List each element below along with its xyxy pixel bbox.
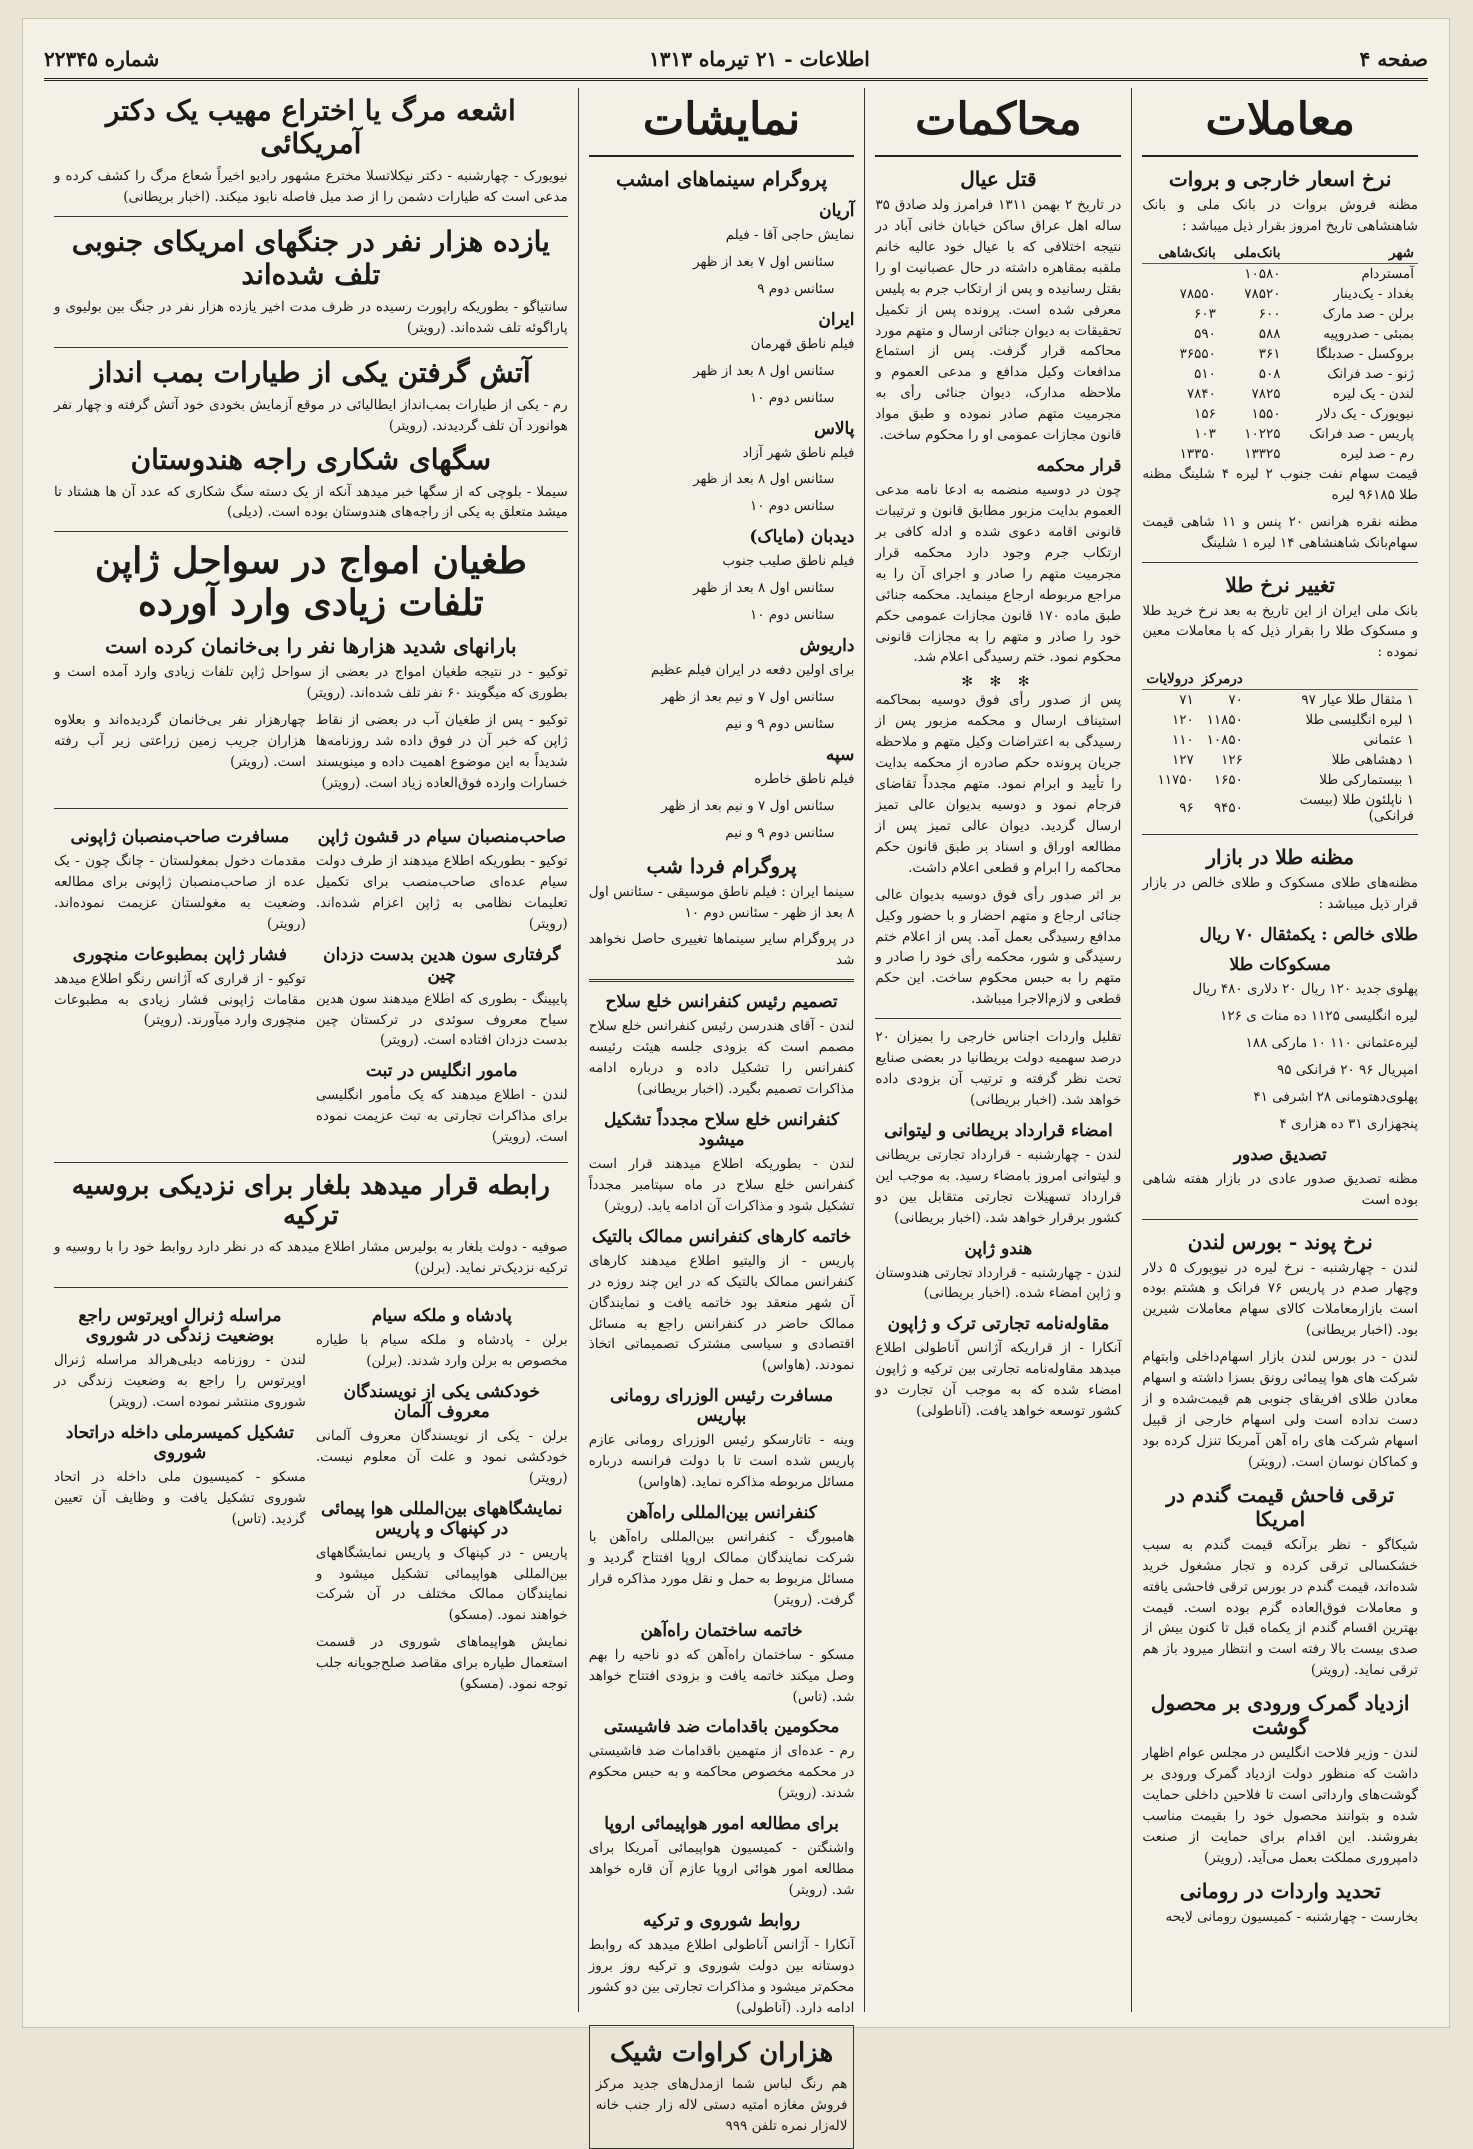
fx-cell: ۱۳۳۵۰ xyxy=(1179,445,1216,462)
fx-cell: ۱۰۳ xyxy=(1194,425,1216,442)
japan-soviet-title: فشار ژاپن بمطبوعات منچوری xyxy=(72,944,288,965)
aviation-text: واشنگتن - کمیسیون هواپیمائی آمریکا برای مطالعه امور هوائی اروپا عازم آن قاره خواهد شد. (رویتر) xyxy=(588,1840,855,1899)
fx-cell: ۷۸۲۵ xyxy=(1251,385,1281,402)
coin-line: امپریال ۹۶ ۲۰ فرانکی ۹۵ xyxy=(1276,1061,1418,1078)
cinema-film: برای اولین دفعه در ایران فیلم عظیم xyxy=(650,662,855,679)
verdict-text: چون در دوسیه منضمه به ادعا نامه مدعی العموم بدایت مزبور مطابق قانون و ترتیبات قانونی اقامه دعوی شده و ادله کافی بر ارتکاب جرم وجود دارد محکمه قرار مجرمیت متهم را صادر و اجرای آن را به مراجع مربوطه ارجاع مینماید. محکمه جنائی طبق ماده ۱۷۰ قانون مجازات عمومی حکم خود را صادر و متهم را به مجازات قانونی محکوم نمود. ختم رسیدگی اعلام شد. xyxy=(875,482,1122,666)
fx-header: بانک‌ملی xyxy=(1220,243,1285,264)
fx-cell: ۶۰۰ xyxy=(1258,305,1281,322)
page-number: صفحه ۴ xyxy=(1359,47,1428,71)
japan-travel-title: مسافرت صاحب‌منصبان ژاپونی xyxy=(70,826,290,847)
rome-text: بخارست - چهارشنبه - کمیسیون رومانی لایحه xyxy=(1165,1908,1418,1925)
fx-table xyxy=(1142,243,1418,464)
fx-cell: ۵۰۸ xyxy=(1258,365,1281,382)
fx-row xyxy=(1142,284,1418,304)
fx-cell: ۱۵۵۰ xyxy=(1251,405,1281,422)
pound-text: لندن - چهارشنبه - نرخ لیره در نیویورک ۵ دلار وچهار صدم در پاریس ۷۶ فرانک و هشتم بوده است بازارمعاملات کالای سهام معاملات شیرین بود. (اخبار بریطانی) xyxy=(1142,1259,1418,1339)
cinema-entry xyxy=(589,419,855,518)
japan-travel-text: مقدمات دخول بمغولستان - چانگ چون - یک عده از صاحب‌منصبان ژاپونی برای مطالعه وضعیت به مغولستان عزیمت نموده‌اند. (رویتر) xyxy=(54,852,306,932)
gold-row xyxy=(1142,790,1418,826)
cinema-time: سئانس دوم ۹ و نیم xyxy=(725,824,835,841)
writer-text: برلن - یکی از نویسندگان معروف آلمانی خودکشی نمود و علت آن معلوم نیست. (رویتر) xyxy=(315,1427,568,1486)
cinema-name: داریوش xyxy=(799,636,855,657)
china-text: پایپینگ - بطوری که اطلاع میدهند سون هدین سیاح معروف سوئدی در ترکستان چین بدست دزدان افتاده است. (رویتر) xyxy=(315,990,568,1049)
gold-header: درولایات xyxy=(1142,669,1197,690)
fx-cell: ۱۳۳۲۵ xyxy=(1244,445,1281,462)
aviation-title: برای مطالعه امور هواپیمائی اروپا xyxy=(604,1814,839,1835)
cinema-time: سئانس دوم ۱۰ xyxy=(749,607,835,624)
cinema-name: آریان xyxy=(819,201,855,221)
gold-header: درمرکز xyxy=(1198,669,1247,690)
fx-row xyxy=(1142,324,1418,344)
gold-cell: ۱۲۶ xyxy=(1221,752,1243,769)
gold-cell: ۱ دهشاهی طلا xyxy=(1331,752,1414,769)
bazaar-text: مظنه‌های طلای مسکوک و طلای خالص در بازار قرار ذیل میباشد : xyxy=(1142,875,1418,913)
cinema-time: سئانس اول ۸ بعد از ظهر xyxy=(693,471,835,488)
coin-line: پهلوی‌دهتومانی ۲۸ اشرفی ۴۱ xyxy=(1253,1088,1418,1105)
gold-table xyxy=(1142,669,1418,826)
gold-row xyxy=(1142,730,1418,750)
cinema-time: سئانس اول ۸ بعد از ظهر xyxy=(693,580,835,597)
disarm2-title: کنفرانس خلع سلاح مجدداً تشکیل میشود xyxy=(603,1109,840,1150)
rome-title: تحدید واردات در رومانی xyxy=(1179,1878,1381,1903)
waves-subtitle: بارانهای شدید هزارها نفر را بی‌خانمان کرده است xyxy=(105,634,517,659)
fx-cell: نیویورک - یک دلار xyxy=(1316,405,1414,422)
fx-cell: ۱۰۵۸۰ xyxy=(1244,265,1281,282)
gold-cell: ۱۱۷۵۰ xyxy=(1157,772,1194,789)
fx-row xyxy=(1142,424,1418,444)
fx-row xyxy=(1142,304,1418,324)
tonight-title: پروگرام سینماهای امشب xyxy=(615,167,828,191)
marshal-title: مراسله ژنرال اویرتوس راجع بوضعیت زندگی در شوروی xyxy=(78,1305,282,1346)
fx-cell: ۷۸۵۵۰ xyxy=(1179,285,1216,302)
gold-change-title: تغییر نرخ طلا xyxy=(1225,572,1335,597)
uk-lith-title: امضاء قرارداد بریطانی و لیتوانی xyxy=(884,1120,1113,1141)
cinema-time: سئانس دوم ۱۰ xyxy=(749,389,835,406)
cinema-name: ایران xyxy=(818,309,855,330)
railbuild-text: مسکو - ساختمان راه‌آهن که دو ناحیه را بهم وصل میکند خاتمه یافت و بزودی افتتاح خواهد شد. (تاس) xyxy=(588,1646,855,1705)
marshal-text: لندن - روزنامه دیلی‌هرالد مراسله ژنرال اویرتوس را راجع به وضعیت زندگی در شوروی منتشر نموده است. (رویتر) xyxy=(54,1351,306,1410)
cinema-entry xyxy=(589,310,855,409)
fx-cell xyxy=(1142,263,1220,284)
gold-cell: ۷۱ xyxy=(1179,692,1194,709)
cinema-list xyxy=(589,201,855,844)
fx-note: مظنه نقره هرانس ۲۰ پنس و ۱۱ شاهی قیمت سهام‌بانک شاهنشاهی ۱۴ لیره ۱ شلینگ xyxy=(1142,513,1419,551)
wheat-title: ترقی فاحش قیمت گندم در امریکا xyxy=(1166,1482,1395,1531)
fx-cell: ۱۰۲۲۵ xyxy=(1244,425,1281,442)
verdict-title: قرار محکمه xyxy=(1036,456,1122,477)
gold-cell: ۱۰۸۵۰ xyxy=(1206,732,1243,749)
gold-cell: ۹۶ xyxy=(1179,800,1194,817)
cinema-entry xyxy=(589,201,855,300)
fx-row xyxy=(1142,344,1418,364)
baltic-title: خاتمه کارهای کنفرانس ممالک بالتیک xyxy=(591,1226,852,1247)
fx-cell: بغداد - یک‌دینار xyxy=(1333,285,1414,302)
cinema-time: سئانس دوم ۱۰ xyxy=(749,498,835,515)
commissar-text: مسکو - کمیسیون ملی داخله در اتحاد شوروی تشکیل یافت و وظایف آن تعیین گردید. (تاس) xyxy=(54,1468,306,1527)
gold-cell: ۱ بیستمارکی طلا xyxy=(1319,772,1414,789)
confirm-text: مظنه تصدیق صدور عادی در بازار هفته شاهی بوده است xyxy=(1142,1170,1418,1208)
gold-cell: ۹۴۵۰ xyxy=(1213,800,1243,817)
column-trials xyxy=(864,88,1131,2012)
column-transactions xyxy=(1131,88,1428,2012)
tariff-text: لندن - وزیر فلاحت انگلیس در مجلس عوام اظهار داشت که منظور دولت ازدیاد گمرک ورودی بر گوشت‌های وارداتی است تا فلاحین داخلی حمایت شده و بتوانند محصول خود را بقیمت مناسب بفروشند. این اقدام برای حمایت از صنعت دامپروری مملکت بعمل می‌آید. (رویتر) xyxy=(1142,1745,1418,1866)
china-title: گرفتاری سون هدین بدست دزدان چین xyxy=(323,944,561,985)
romania-title: مسافرت رئیس الوزرای رومانی بپاریس xyxy=(609,1386,834,1427)
gold-cell: ۱ لیره انگلیسی طلا xyxy=(1305,712,1414,729)
turk-jap-title: مقاوله‌نامه تجارتی ترک و ژاپون xyxy=(887,1314,1110,1335)
columns xyxy=(44,88,1428,2134)
cinema-entry xyxy=(589,527,855,626)
coin-line: پنجهزاری ۳۱ ده هزاری ۴ xyxy=(1279,1115,1418,1132)
fx-note: قیمت سهام نفت جنوب ۲ لیره ۴ شلینگ مظنه طلا ۹۶۱۸۵ لیره xyxy=(1142,465,1418,503)
rays-text: نیویورک - چهارشنبه - دکتر نیکلاتسلا مخترع مشهور رادیو اخیراً شعاع مرگ را کشف کرده و مدعی است که طیارات دشمن را از صد میل فاصله نابود میکند. (اخبار بریطانی) xyxy=(54,168,568,205)
air-text-2: نمایش هواپیماهای شوروی در قسمت استعمال طیاره برای مقاصد صلح‌جویانه جلب توجه نمود. (مسکو) xyxy=(315,1634,568,1693)
pure-gold: طلای خالص : یکمثقال ۷۰ ریال xyxy=(1199,925,1418,946)
gold-cell: ۱۶۵۰ xyxy=(1213,772,1243,789)
fx-cell: ۳۶۱ xyxy=(1258,345,1281,362)
fx-header: بانک‌شاهی xyxy=(1142,243,1220,264)
sov-turk-title: روابط شوروی و ترکیه xyxy=(642,1911,801,1932)
bazaar-title: مظنه طلا در بازار xyxy=(1206,845,1355,870)
air-text: پاریس - در کپنهاک و پاریس نمایشگاههای بین‌المللی هواپیمائی تشکیل میشود و نمایندگان ممالک مختلف در آن شرکت خواهند نمود. (مسکو) xyxy=(315,1544,568,1624)
fx-cell: بروکسل - صدبلگا xyxy=(1316,345,1414,362)
murder-title: قتل عیال xyxy=(960,167,1037,191)
fascist-text: رم - عده‌ای از متهمین باقدامات ضد فاشیستی در محکمه مخصوص محاکمه و به حبس محکوم شدند. (رویتر) xyxy=(588,1743,855,1802)
section-title-trials: محاکمات xyxy=(875,88,1121,157)
uk-lith-text: لندن - چهارشنبه - قرارداد تجارتی بریطانی و لیتوانی امروز بامضاء رسید. به موجب این قرارداد تسهیلات تجارتی متقابل بین دو کشور برقرار خواهد شد. (اخبار بریطانی) xyxy=(875,1146,1122,1226)
cinema-time: سئانس اول ۷ بعد از ظهر xyxy=(693,253,835,270)
cinema-time: سئانس اول ۷ و نیم بعد از ظهر xyxy=(661,688,835,705)
fx-cell: لندن - یک لیره xyxy=(1332,385,1414,402)
tomorrow-note: در پروگرام سایر سینماها تغییری حاصل نخواهد شد xyxy=(588,931,855,969)
fx-row xyxy=(1142,364,1418,384)
waves-text-3: چهارهزار نفر بی‌خانمان گردیده‌اند و بعلاوه هزاران جریب زمین زراعتی زیر آب رفته است. (رویتر) xyxy=(54,712,306,771)
waves-text-2: توکیو - پس از طغیان آب در بعضی از نقاط ژاپن که خبر آن در فوق داده شد روزنامه‌ها شدیداً به این موضوع اهمیت داده و مینویسند خسارات وارده فوق‌العاده زیاد است. (رویتر) xyxy=(315,712,568,791)
fx-row xyxy=(1142,263,1418,284)
cinema-entry xyxy=(589,745,855,844)
newspaper-page xyxy=(22,18,1450,2134)
gold-cell: ۱۲۰ xyxy=(1171,712,1194,729)
dogs-title: سگهای شکاری راجه هندوستان xyxy=(130,442,492,476)
masthead xyxy=(44,40,1428,81)
gold-row xyxy=(1142,690,1418,711)
cinema-time: سئانس اول ۷ و نیم بعد از ظهر xyxy=(661,797,835,814)
appeal-text: پس از صدور رأی فوق دوسیه بمحاکمه استیناف ارسال و محکمه مزبور پس از رسیدگی به اعتراضات وکیل متهم و ملاحظه جریان پرونده حکم صادره از محکمه بدایت را تأیید و ابرام نمود. متهم مجدداً تقاضای فرجام نمود و دوسیه بدیوان عالی تمیز ارسال گردید. دیوان عالی تمیز پس از مطالعه اوراق و اسناد بر طبق قانون حکم محاکمه را ابرام و قطعی اعلام داشت. xyxy=(875,692,1122,876)
fx-cell: ۵۱۰ xyxy=(1194,365,1216,382)
coin-line: لیره انگلیسی ۱۱۲۵ ده منات ی ۱۲۶ xyxy=(1220,1008,1418,1025)
cinema-time: سئانس دوم ۹ و نیم xyxy=(725,715,835,732)
romania-text: وینه - تاتارسکو رئیس الوزرای رومانی عازم پاریس شده است تا با دولت فرانسه درباره مسائل مربوطه مذاکره نماید. (هاواس) xyxy=(588,1432,855,1491)
cinema-film: نمایش حاجی آقا - فیلم xyxy=(725,227,855,243)
siam-text: برلن - پادشاه و ملکه سیام با طیاره مخصوص به برلن وارد شدند. (برلن) xyxy=(315,1331,568,1369)
cinema-name: پالاس xyxy=(814,418,855,439)
fx-cell: پاریس - صد فرانک xyxy=(1309,425,1414,442)
rail-text: هامبورگ - کنفرانس بین‌المللی راه‌آهن با شرکت نمایندگان ممالک اروپا افتتاح گردید و مسائل مربوط به حمل و نقل مورد مذاکره قرار گرفت. (رویتر) xyxy=(588,1529,855,1608)
gold-cell: ۱۱۰ xyxy=(1171,732,1194,749)
cinema-film: فیلم ناطق خاطره xyxy=(754,770,855,787)
plane-text: رم - یکی از طیارات بمب‌انداز ایطالیائی در موقع آزمایش بخودی خود آتش گرفته و چهار نفر هوانورد آن تلف گردیدند. (رویتر) xyxy=(54,396,568,434)
fx-row xyxy=(1142,404,1418,424)
disarm2-text: لندن - بطوریکه اطلاع میدهند قرار است کنفرانس خلع سلاح در ماه سپتامبر مجدداً تشکیل شود و مذاکرات آن ادامه یابد. (رویتر) xyxy=(588,1155,855,1214)
fx-cell: ۵۹۰ xyxy=(1194,325,1216,342)
stars-divider: ✻ ✻ ✻ xyxy=(961,674,1036,691)
commissar-title: تشکیل کمیسرملی داخله دراتحاد شوروی xyxy=(65,1422,294,1463)
fx-row xyxy=(1142,444,1418,464)
railbuild-title: خاتمه ساختمان راه‌آهن xyxy=(640,1620,803,1641)
cinema-time: سئانس اول ۸ بعد از ظهر xyxy=(693,362,835,379)
tibet-title: مامور انگلیس در تبت xyxy=(365,1061,518,1082)
gold-cell: ۱ ناپلئون طلا (بیست فرانکی) xyxy=(1299,792,1414,825)
gold-row xyxy=(1142,770,1418,790)
fx-cell: ۷۸۴۰ xyxy=(1186,385,1216,402)
tomorrow-text: سینما ایران : فیلم ناطق موسیقی - سئانس اول ۸ بعد از ظهر - سئانس دوم ۱۰ xyxy=(588,883,855,921)
fx-cell: ۱۵۶ xyxy=(1194,405,1216,422)
sub-text: توکیو - بطوریکه اطلاع میدهند از طرف دولت سیام عده‌ای صاحب‌منصب برای تکمیل تعلیمات نظامی به ژاپن اعزام شده‌اند. (رویتر) xyxy=(315,852,568,932)
fx-cell: ۵۸۸ xyxy=(1258,325,1281,342)
gold-row xyxy=(1142,710,1418,730)
cinema-name: دیدبان (مایاک) xyxy=(749,527,855,548)
ad-text: هم رنگ لباس شما ازمدل‌های جدید مرکز فروش مغازه امتیه دستی لاله زار جنب خانه لاله‌زار نمره تلفن ۹۹۹ xyxy=(595,2075,848,2134)
advertisement xyxy=(589,2025,855,2149)
baltic-text: پاریس - از والیتیو اطلاع میدهند کارهای کنفرانس ممالک بالتیک که در این چند روزه در آن شهر منعقد بود خاتمه یافت و نمایندگان ممالک حاضر در کنفرانس راجع به مسائل اقتصادی و سیاسی مشترک تصمیماتی اتخاذ نمودند. (هاواس) xyxy=(588,1252,855,1374)
disarm-text: لندن - آقای هندرسن رئیس کنفرانس خلع سلاح مصمم است که بزودی جلسه هیئت رئیسه کنفرانس را تشکیل داده و درباره ادامه مذاکرات تصمیم بگیرد. (اخبار بریطانی) xyxy=(588,1018,855,1098)
coins-title: مسکوکات طلا xyxy=(1229,955,1331,976)
plane-title: آتش گرفتن یکی از طیارات بمب انداز xyxy=(91,355,531,389)
gold-cell: ۱۱۸۵۰ xyxy=(1206,712,1243,729)
london-text: لندن - در بورس لندن بازار اسهام‌داخلی وابتهام شرکت های هوا پیمائی رونق بسزا داشته و اسهام معادن طلای افریقای جنوبی هم قیمت‌شده و از دست نداده است ولی اسهام خارجی از قبیل اسهام شرکت های راه آهن آمریکا تنزل کرده بود و کماکان نوسان است. (رویتر) xyxy=(1142,1349,1418,1470)
fx-row xyxy=(1142,384,1418,404)
imports-text: تقلیل واردات اجناس خارجی را بمیزان ۲۰ درصد سهمیه دولت بریطانیا در بعضی صنایع تحت نظر گرفته و ترتیب آن بزودی داده خواهد شد. (اخبار بریطانی) xyxy=(875,1029,1122,1108)
siam-title: پادشاه و ملکه سیام xyxy=(371,1305,512,1326)
tomorrow-title: پروگرام فردا شب xyxy=(646,853,797,878)
waves-text: توکیو - در نتیجه طغیان امواج در بعضی از سواحل ژاپن تلفات زیادی وارد آمده است و بطوری که میگویند ۶۰ نفر تلف شده‌اند. (رویتر) xyxy=(54,664,568,702)
column-news xyxy=(44,88,578,2012)
waves-title: طغیان امواج در سواحل ژاپن تلفات زیادی وارد آورده xyxy=(94,540,527,625)
tariff-title: ازدیاد گمرک ورودی بر محصول گوشت xyxy=(1150,1691,1410,1740)
fx-intro: مظنه فروش بروات در بانک ملی و بانک شاهنشاهی تاریخ امروز بقرار ذیل میباشد : xyxy=(1142,197,1418,234)
gold-cell: ۱ مثقال طلا عیار ۹۷ xyxy=(1301,692,1414,709)
fascist-title: محکومین باقدامات ضد فاشیستی xyxy=(603,1717,840,1738)
writer-title: خودکشی یکی از نویسندگان معروف آلمان xyxy=(343,1381,541,1422)
fx-cell: برلن - صد مارک xyxy=(1322,305,1414,322)
gold-row xyxy=(1142,750,1418,770)
war-title: یازده هزار نفر در جنگهای امریکای جنوبی تلف شده‌اند xyxy=(71,224,550,291)
coin-line: پهلوی جدید ۱۲۰ ریال ۲۰ دلاری ۴۸۰ ریال xyxy=(1192,981,1418,998)
air-title: نمایشگاههای بین‌المللی هوا پیمائی در کپنهاک و پاریس xyxy=(321,1498,563,1539)
japan-soviet-text: توکیو - از قراری که آژانس رنگو اطلاع میدهد مقامات ژاپونی فشار زیادی به مطبوعات منچوری وارد میآورند. (رویتر) xyxy=(54,970,306,1029)
cinema-film: فیلم ناطق شهر آزاد xyxy=(742,444,855,461)
section-title-shows: نمایشات xyxy=(589,88,855,157)
bulgaria-text: صوفیه - دولت بلغار به بولیرس مشار اطلاع میدهد که در نظر دارد روابط خود را با روسیه و ترکیه نزدیک‌تر نماید. (برلن) xyxy=(54,1239,568,1277)
fx-title: نرخ اسعار خارجی و بروات xyxy=(1168,167,1392,191)
fx-cell: بمبئی - صدروپیه xyxy=(1323,325,1414,342)
gold-cell: ۷۰ xyxy=(1228,692,1243,709)
fx-cell: ۶۰۳ xyxy=(1194,305,1216,322)
turk-jap-text: آنکارا - از قراریکه آژانس آناطولی اطلاع میدهد مقاوله‌نامه تجارتی بین ترکیه و ژاپون امضاء شده که به موجب آن تجارت دو کشور توسعه خواهد یافت. (آناطولی) xyxy=(875,1340,1122,1420)
fx-cell: ۳۶۵۵۰ xyxy=(1179,345,1216,362)
fx-cell: ژنو - صد فرانک xyxy=(1327,365,1414,382)
cinema-name: سپه xyxy=(825,744,855,765)
coin-line: لیره‌عثمانی ۱۱۰ ۱۰ مارکی ۱۸۸ xyxy=(1245,1034,1418,1051)
ad-title: هزاران کراوات شیک xyxy=(609,2037,834,2068)
cinema-film: فیلم ناطق صلیب جنوب xyxy=(722,553,855,570)
rays-title: اشعه مرگ یا اختراع مهیب یک دکتر آمریکائی xyxy=(105,94,516,160)
dogs-text: سیملا - بلوچی که از سگها خبر میدهد آنکه از یک دسته سگ شکاری که عدد آن ها هشتاد تا میشد متعلق به یکی از راجه‌های هندوستان بوده است. (دیلی) xyxy=(54,483,568,521)
issue-number: شماره ۲۲۳۴۵ xyxy=(44,47,160,71)
wheat-text: شیکاگو - نظر برآنکه قیمت گندم به سبب خشکسالی ترقی کرده و تجار مشغول خرید شده‌اند، قیمت گندم در بورس ترقی فاحشی یافته و معاملات فوق‌العاده گرم بوده است. قیمت بهترین اقسام گندم از یکماه قبل تا کنون بیش از صدی بیست بالا رفته است و انتظار میرود باز هم ترقی نماید. (رویتر) xyxy=(1142,1536,1418,1679)
section-title-transactions: معاملات xyxy=(1142,88,1418,157)
cinema-film: فیلم ناطق قهرمان xyxy=(750,335,855,352)
hindu-text: لندن - چهارشنبه - قرارداد تجارتی هندوستان و ژاپن امضاء شده. (اخبار بریطانی) xyxy=(875,1264,1122,1302)
tibet-text: لندن - اطلاع میدهند که یک مأمور انگلیسی برای مذاکرات تجارتی به تبت عزیمت نموده است. (رویتر) xyxy=(315,1087,568,1146)
fx-cell: رم - صد لیره xyxy=(1340,445,1414,462)
confirm-title: تصدیق صدور xyxy=(1233,1144,1327,1165)
cinema-entry xyxy=(589,636,855,735)
fx-cell: آمستردام xyxy=(1361,265,1414,282)
sub-title: صاحب‌منصبان سیام در قشون ژاپن xyxy=(317,826,566,847)
fx-cell: ۷۸۵۲۰ xyxy=(1244,285,1281,302)
masthead-title: اطلاعات - ۲۱ تیرماه ۱۳۱۳ xyxy=(648,47,870,71)
pound-title: نرخ پوند - بورس لندن xyxy=(1187,1229,1373,1254)
cinema-time: سئانس دوم ۹ xyxy=(757,280,835,297)
gold-cell: ۱۲۷ xyxy=(1171,752,1194,769)
column-shows xyxy=(578,88,865,2134)
disarm-title: تصمیم رئیس کنفرانس خلع سلاح xyxy=(605,992,838,1013)
summary-text: بر اثر صدور رأی فوق دوسیه بدیوان عالی جنائی ارجاع و متهم احضار و با حضور وکیل مدافع رسیدگی بعمل آمد. پس از اعلام ختم رسیدگی و شور، محکمه رأی خود را صادر و متهم را به حبس محکوم ساخت. این حکم قطعی و لازم‌الاجرا میباشد. xyxy=(875,886,1122,1008)
rail-title: کنفرانس بین‌المللی راه‌آهن xyxy=(626,1503,817,1524)
war-text: سانتیاگو - بطوریکه راپورت رسیده در ظرف مدت اخیر یازده هزار نفر در جنگ بین بولیوی و پاراگوئه تلف شده‌اند. (رویتر) xyxy=(54,298,568,336)
gold-cell: ۱ عثمانی xyxy=(1363,732,1414,749)
fx-header: شهر xyxy=(1285,243,1418,264)
coins-list xyxy=(1142,979,1418,1135)
hindu-title: هندو ژاپن xyxy=(964,1238,1033,1259)
sov-turk-text: آنکارا - آژانس آناطولی اطلاع میدهد که روابط دوستانه بین دولت شوروی و ترکیه روز بروز محکم‌تر میشود و مذاکرات تجارتی بین دو کشور ادامه دارد. (آناطولی) xyxy=(588,1937,855,2016)
murder-text: در تاریخ ۲ بهمن ۱۳۱۱ فرامرز ولد صادق ۳۵ ساله اهل عراق ساکن خیابان خانی آباد در نتیجه اختلافی که با عیال خود عالیه خانم ملقبه بمقاهره داشته در حال عصبانیت او را بقتل رسانیده و پس از ارتکاب جرم به پلیس معرفی شده است. پرونده پس از تکمیل تحقیقات به دیوان جنائی ارسال و متهم مورد محاکمه قرار گرفت. پس از استماع مدافعات وکیل مدافع و مدعی العموم و ملاحظه مدارک، دیوان جنائی رأی به مجرمیت متهم صادر نموده و طبق مواد قانون مجازات عمومی او را محکوم ساخت. xyxy=(875,197,1122,444)
bulgaria-title: رابطه قرار میدهد بلغار برای نزدیکی بروسیه ترکیه xyxy=(71,1171,550,1232)
gold-change-text: بانک ملی ایران از این تاریخ به بعد نرخ خرید طلا و مسکوک طلا را بقرار ذیل که با معاملات معین نموده : xyxy=(1142,602,1418,661)
